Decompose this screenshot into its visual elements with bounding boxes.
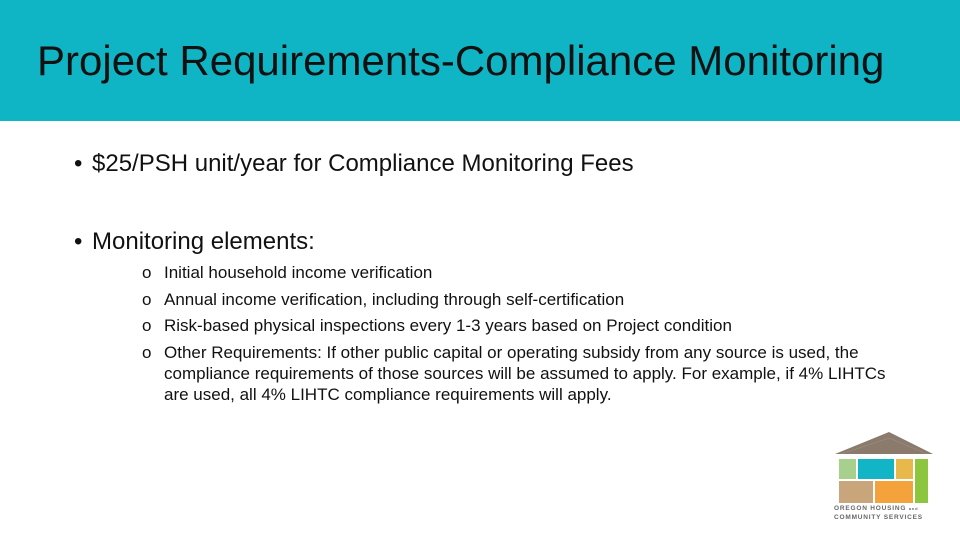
logo-block-gold xyxy=(896,459,913,479)
list-item-text: Annual income verification, including through self-certification xyxy=(164,289,625,309)
slide-title: Project Requirements-Compliance Monitoring xyxy=(37,37,885,84)
list-item-text: Initial household income verification xyxy=(164,263,433,282)
logo-text-line2: COMMUNITY SERVICES xyxy=(834,514,923,521)
list-item xyxy=(142,262,902,283)
bullet-marker: • xyxy=(74,228,83,255)
bullet-text: Monitoring elements: xyxy=(92,228,315,255)
logo-block-light-green xyxy=(839,459,856,479)
bullet-text: $25/PSH unit/year for Compliance Monitoring Fees xyxy=(92,150,634,177)
monitoring-elements-list xyxy=(142,262,902,410)
list-item xyxy=(142,315,902,336)
bullet-compliance-fee xyxy=(74,150,634,178)
logo-block-tan xyxy=(839,481,873,503)
bullet-monitoring-elements xyxy=(74,228,315,256)
sub-bullet-marker: o xyxy=(142,263,152,282)
list-item-text: Other Requirements: If other public capital or operating subsidy from any source is used, the compliance requirements of those sources will be assumed to apply. For example, if 4% LIHTCs are used, all 4% LIHTC compliance requirements will apply. xyxy=(164,342,886,404)
logo-text-line1: OREGON HOUSING and xyxy=(834,505,919,512)
logo-block-orange xyxy=(875,481,913,503)
bullet-marker: • xyxy=(74,150,83,177)
list-item-text: Risk-based physical inspections every 1-3 years based on Project condition xyxy=(164,316,732,335)
sub-bullet-marker: o xyxy=(142,342,152,362)
list-item xyxy=(142,289,902,310)
sub-bullet-marker: o xyxy=(142,316,152,335)
sub-bullet-marker: o xyxy=(142,289,152,309)
list-item xyxy=(142,342,902,405)
logo-block-green-tall xyxy=(915,459,928,503)
logo-block-teal xyxy=(858,459,894,479)
